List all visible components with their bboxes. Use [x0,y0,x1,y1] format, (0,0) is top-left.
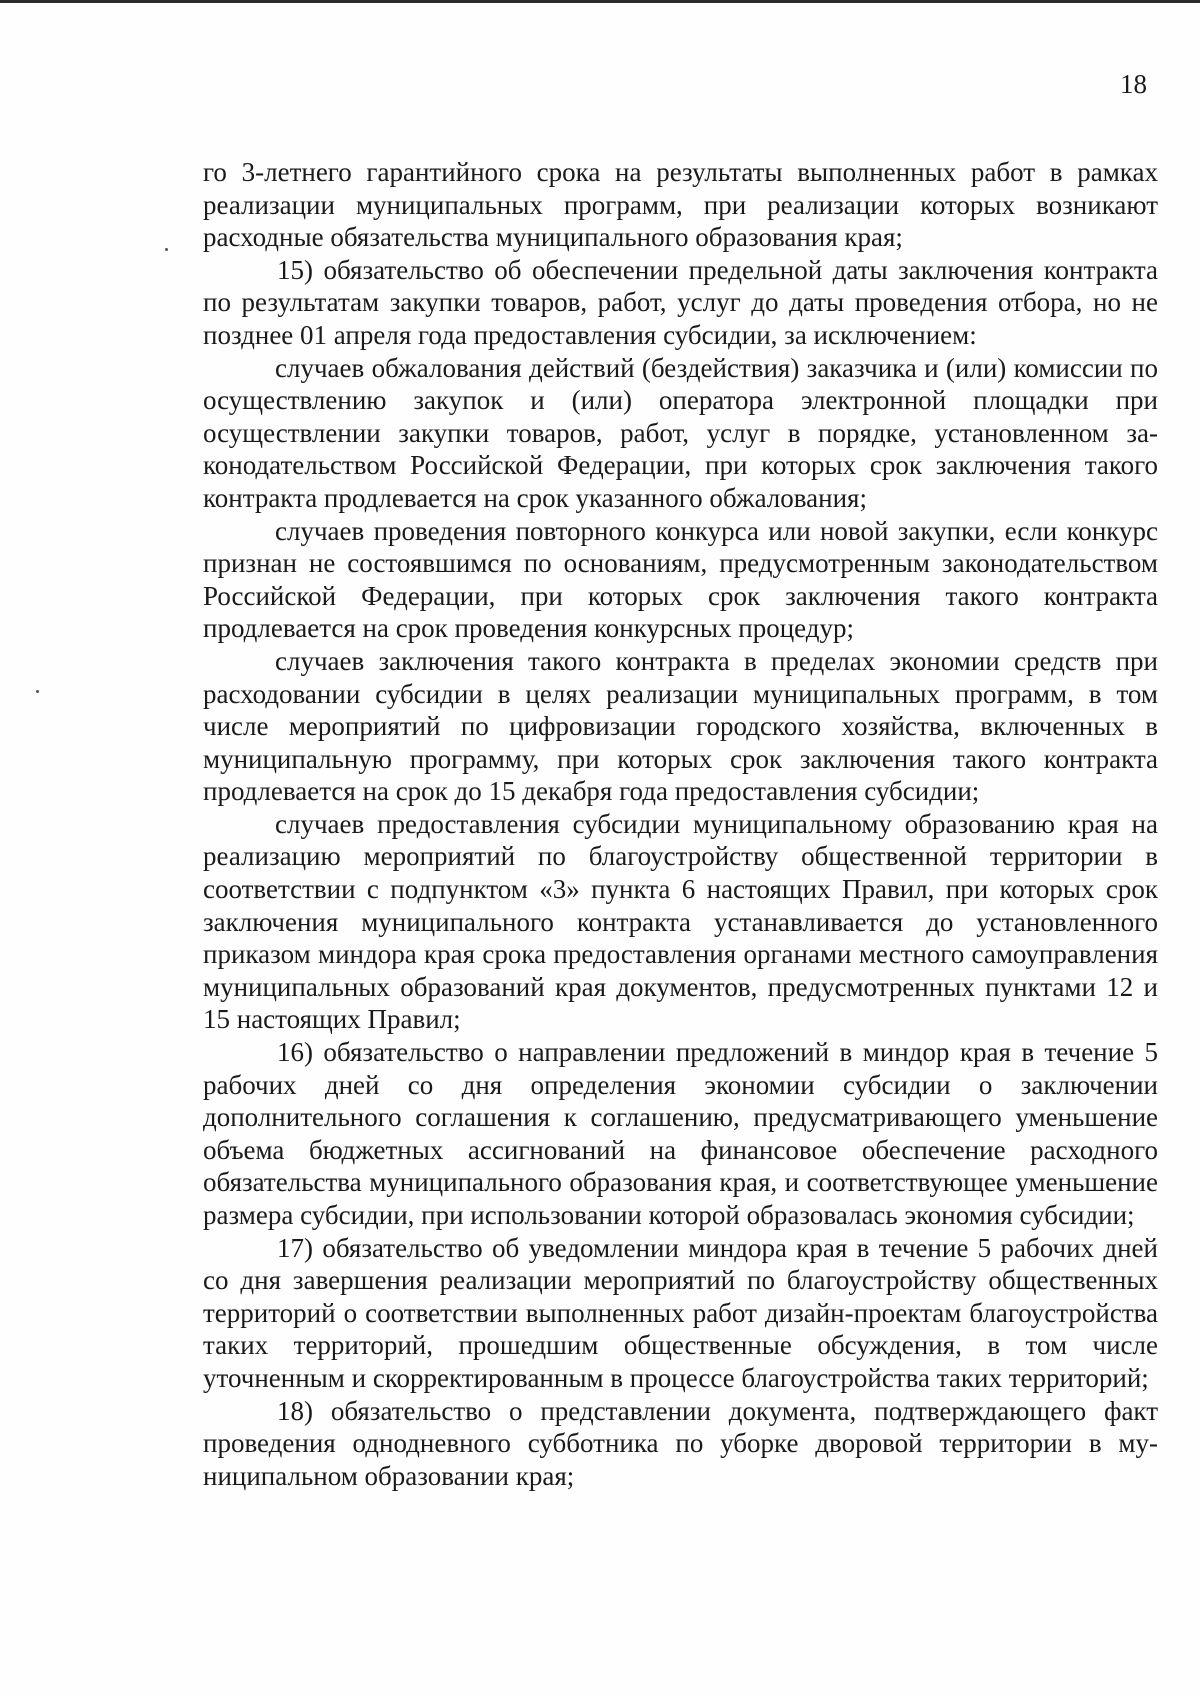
paragraph-item-18: 18) обязательство о представлении документа, подтверждающего факт проведения однодневного субботника по уборке дворовой территории в муниципальном образовании края; [203,1395,1158,1491]
scan-speck [165,248,168,251]
paragraph-item-17: 17) обязательство об уведомлении миндора края в течение 5 рабочих дней со дня завершения реализации мероприятий по благоустройству общественных территорий о соответствии выполненных работ дизайн-проектам благоустройства таких территорий, прошедшим общественные обсуждения, в том числе уточненным и скорректированным в процессе благоустройства таких территорий; [203,1232,1158,1393]
paragraph-item-16: 16) обязательство о направлении предложений в миндор края в течение 5 рабочих дней со дня определения экономии субсидии о заключении дополнительного соглашения к соглашению, предусматривающего уменьшение объема бюджетных ассигнований на финансовое обеспечение расходного обязательства муниципального образования края, и соответствующее уменьшение размера субсидии, при использовании которой образовалась экономия субсидии; [203,1037,1158,1230]
scan-speck [36,690,39,693]
paragraph-exception-appeal: случаев обжалования действий (бездействия) заказчика и (или) комиссии по осуществлению закупок и (или) оператора электронной площадки при осуществлении закупки товаров, работ, услуг в порядке, установленном законодательством Российской Федерации, при которых срок заключения такого контракта продлевается на срок указанного обжалования; [203,352,1158,513]
paragraph-item-15: 15) обязательство об обеспечении предельной даты заключения контракта по результатам закупки товаров, работ, услуг до даты проведения отбора, но не позднее 01 апреля года предоставления субсидии, за исключением: [203,254,1158,350]
paragraph-exception-savings: случаев заключения такого контракта в пределах экономии средств при расходовании субсидии в целях реализации муниципальных программ, в том числе мероприятий по цифровизации городского хозяйства, включенных в муниципальную программу, при которых срок заключения такого контракта продлевается на срок до 15 декабря года предоставления субсидии; [203,645,1158,807]
paragraph-exception-repeat-tender: случаев проведения повторного конкурса или новой закупки, если конкурс признан не состоявшимся по основаниям, предусмотренным законодательством Российской Федерации, при которых срок заключения такого контракта продлевается на срок проведения конкурсных процедур; [203,515,1158,644]
page-number: 18 [1120,69,1147,99]
scan-top-edge [0,0,1200,3]
paragraph-continuation: го 3-летнего гарантийного срока на результаты выполненных работ в рамках реализации муниципальных программ, при реализации которых возникают расходные обязательства муниципального образования края; [203,157,1158,253]
document-body [203,156,1158,1492]
paragraph-exception-public-territory: случаев предоставления субсидии муниципальному образованию края на реализацию мероприятий по благоустройству общественной территории в соответствии с подпунктом «3» пункта 6 настоящих Правил, при которых срок заключения муниципального контракта устанавливается до установленного приказом миндора края срока предоставления органами местного самоуправления муниципальных образований края документов, предусмотренных пунктами 12 и 15 настоящих Правил; [203,808,1158,1035]
